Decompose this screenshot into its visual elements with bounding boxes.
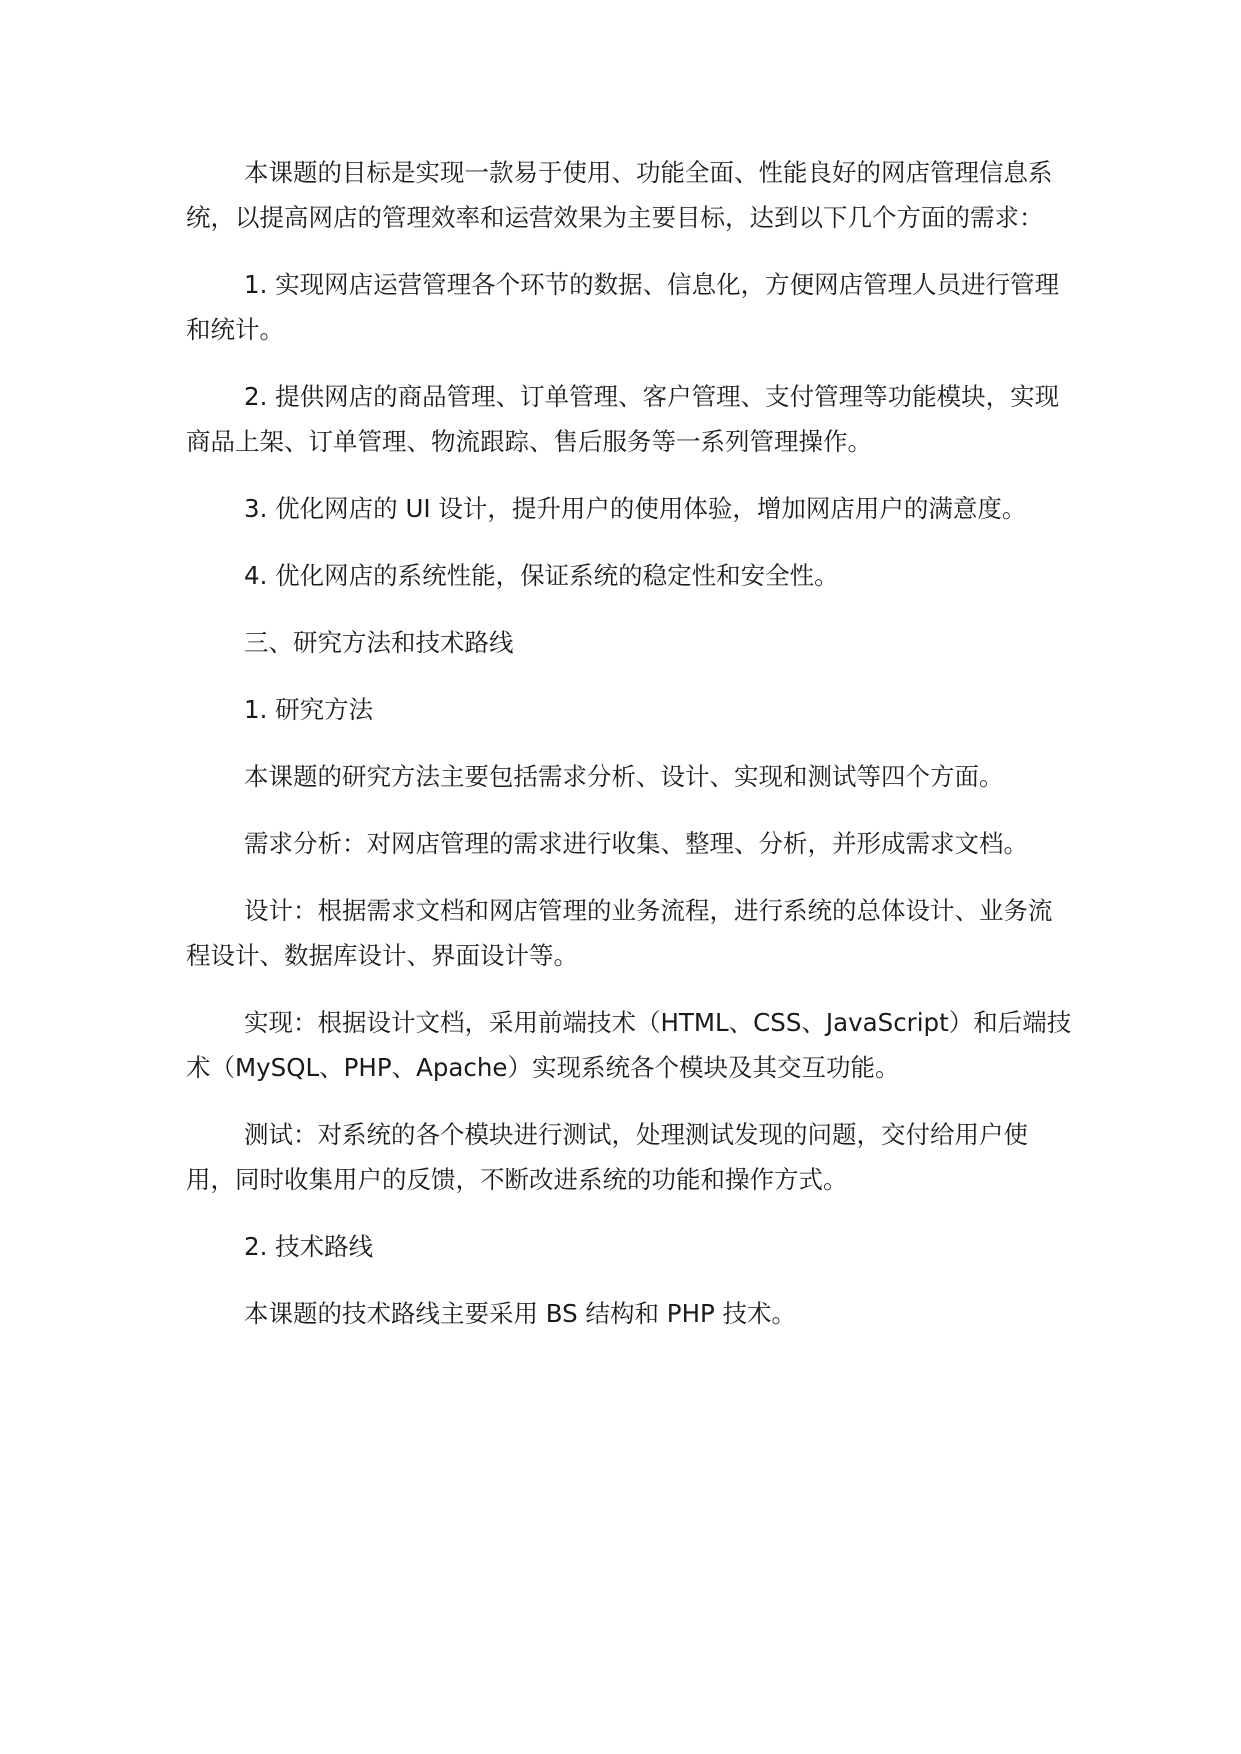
paragraph-technical-route: 本课题的技术路线主要采用 BS 结构和 PHP 技术。 — [244, 1299, 797, 1328]
paragraph-testing: 测试：对系统的各个模块进行测试，处理测试发现的问题，交付给用户使用，同时收集用户的反馈，不断改进系统的功能和操作方式。 — [186, 1120, 1028, 1194]
paragraph-requirement-1: 1. 实现网店运营管理各个环节的数据、信息化，方便网店管理人员进行管理和统计。 — [186, 270, 1060, 344]
paragraph-requirement-3: 3. 优化网店的 UI 设计，提升用户的使用体验，增加网店用户的满意度。 — [244, 494, 1027, 523]
paragraph-method-overview: 本课题的研究方法主要包括需求分析、设计、实现和测试等四个方面。 — [244, 762, 1004, 791]
subheading-research-method: 1. 研究方法 — [244, 695, 374, 724]
section-heading-methods: 三、研究方法和技术路线 — [244, 628, 514, 657]
subheading-technical-route: 2. 技术路线 — [244, 1232, 374, 1261]
paragraph-requirement-analysis: 需求分析：对网店管理的需求进行收集、整理、分析，并形成需求文档。 — [244, 829, 1028, 858]
paragraph-requirement-2: 2. 提供网店的商品管理、订单管理、客户管理、支付管理等功能模块，实现商品上架、订单管理、物流跟踪、售后服务等一系列管理操作。 — [186, 382, 1060, 456]
document-page — [186, 150, 1076, 1358]
paragraph-design: 设计：根据需求文档和网店管理的业务流程，进行系统的总体设计、业务流程设计、数据库设计、界面设计等。 — [186, 896, 1053, 970]
paragraph-implementation: 实现：根据设计文档，采用前端技术（HTML、CSS、JavaScript）和后端技术（MySQL、PHP、Apache）实现系统各个模块及其交互功能。 — [186, 1008, 1072, 1082]
paragraph-goal: 本课题的目标是实现一款易于使用、功能全面、性能良好的网店管理信息系统，以提高网店的管理效率和运营效果为主要目标，达到以下几个方面的需求： — [186, 158, 1053, 232]
paragraph-requirement-4: 4. 优化网店的系统性能，保证系统的稳定性和安全性。 — [244, 561, 839, 590]
